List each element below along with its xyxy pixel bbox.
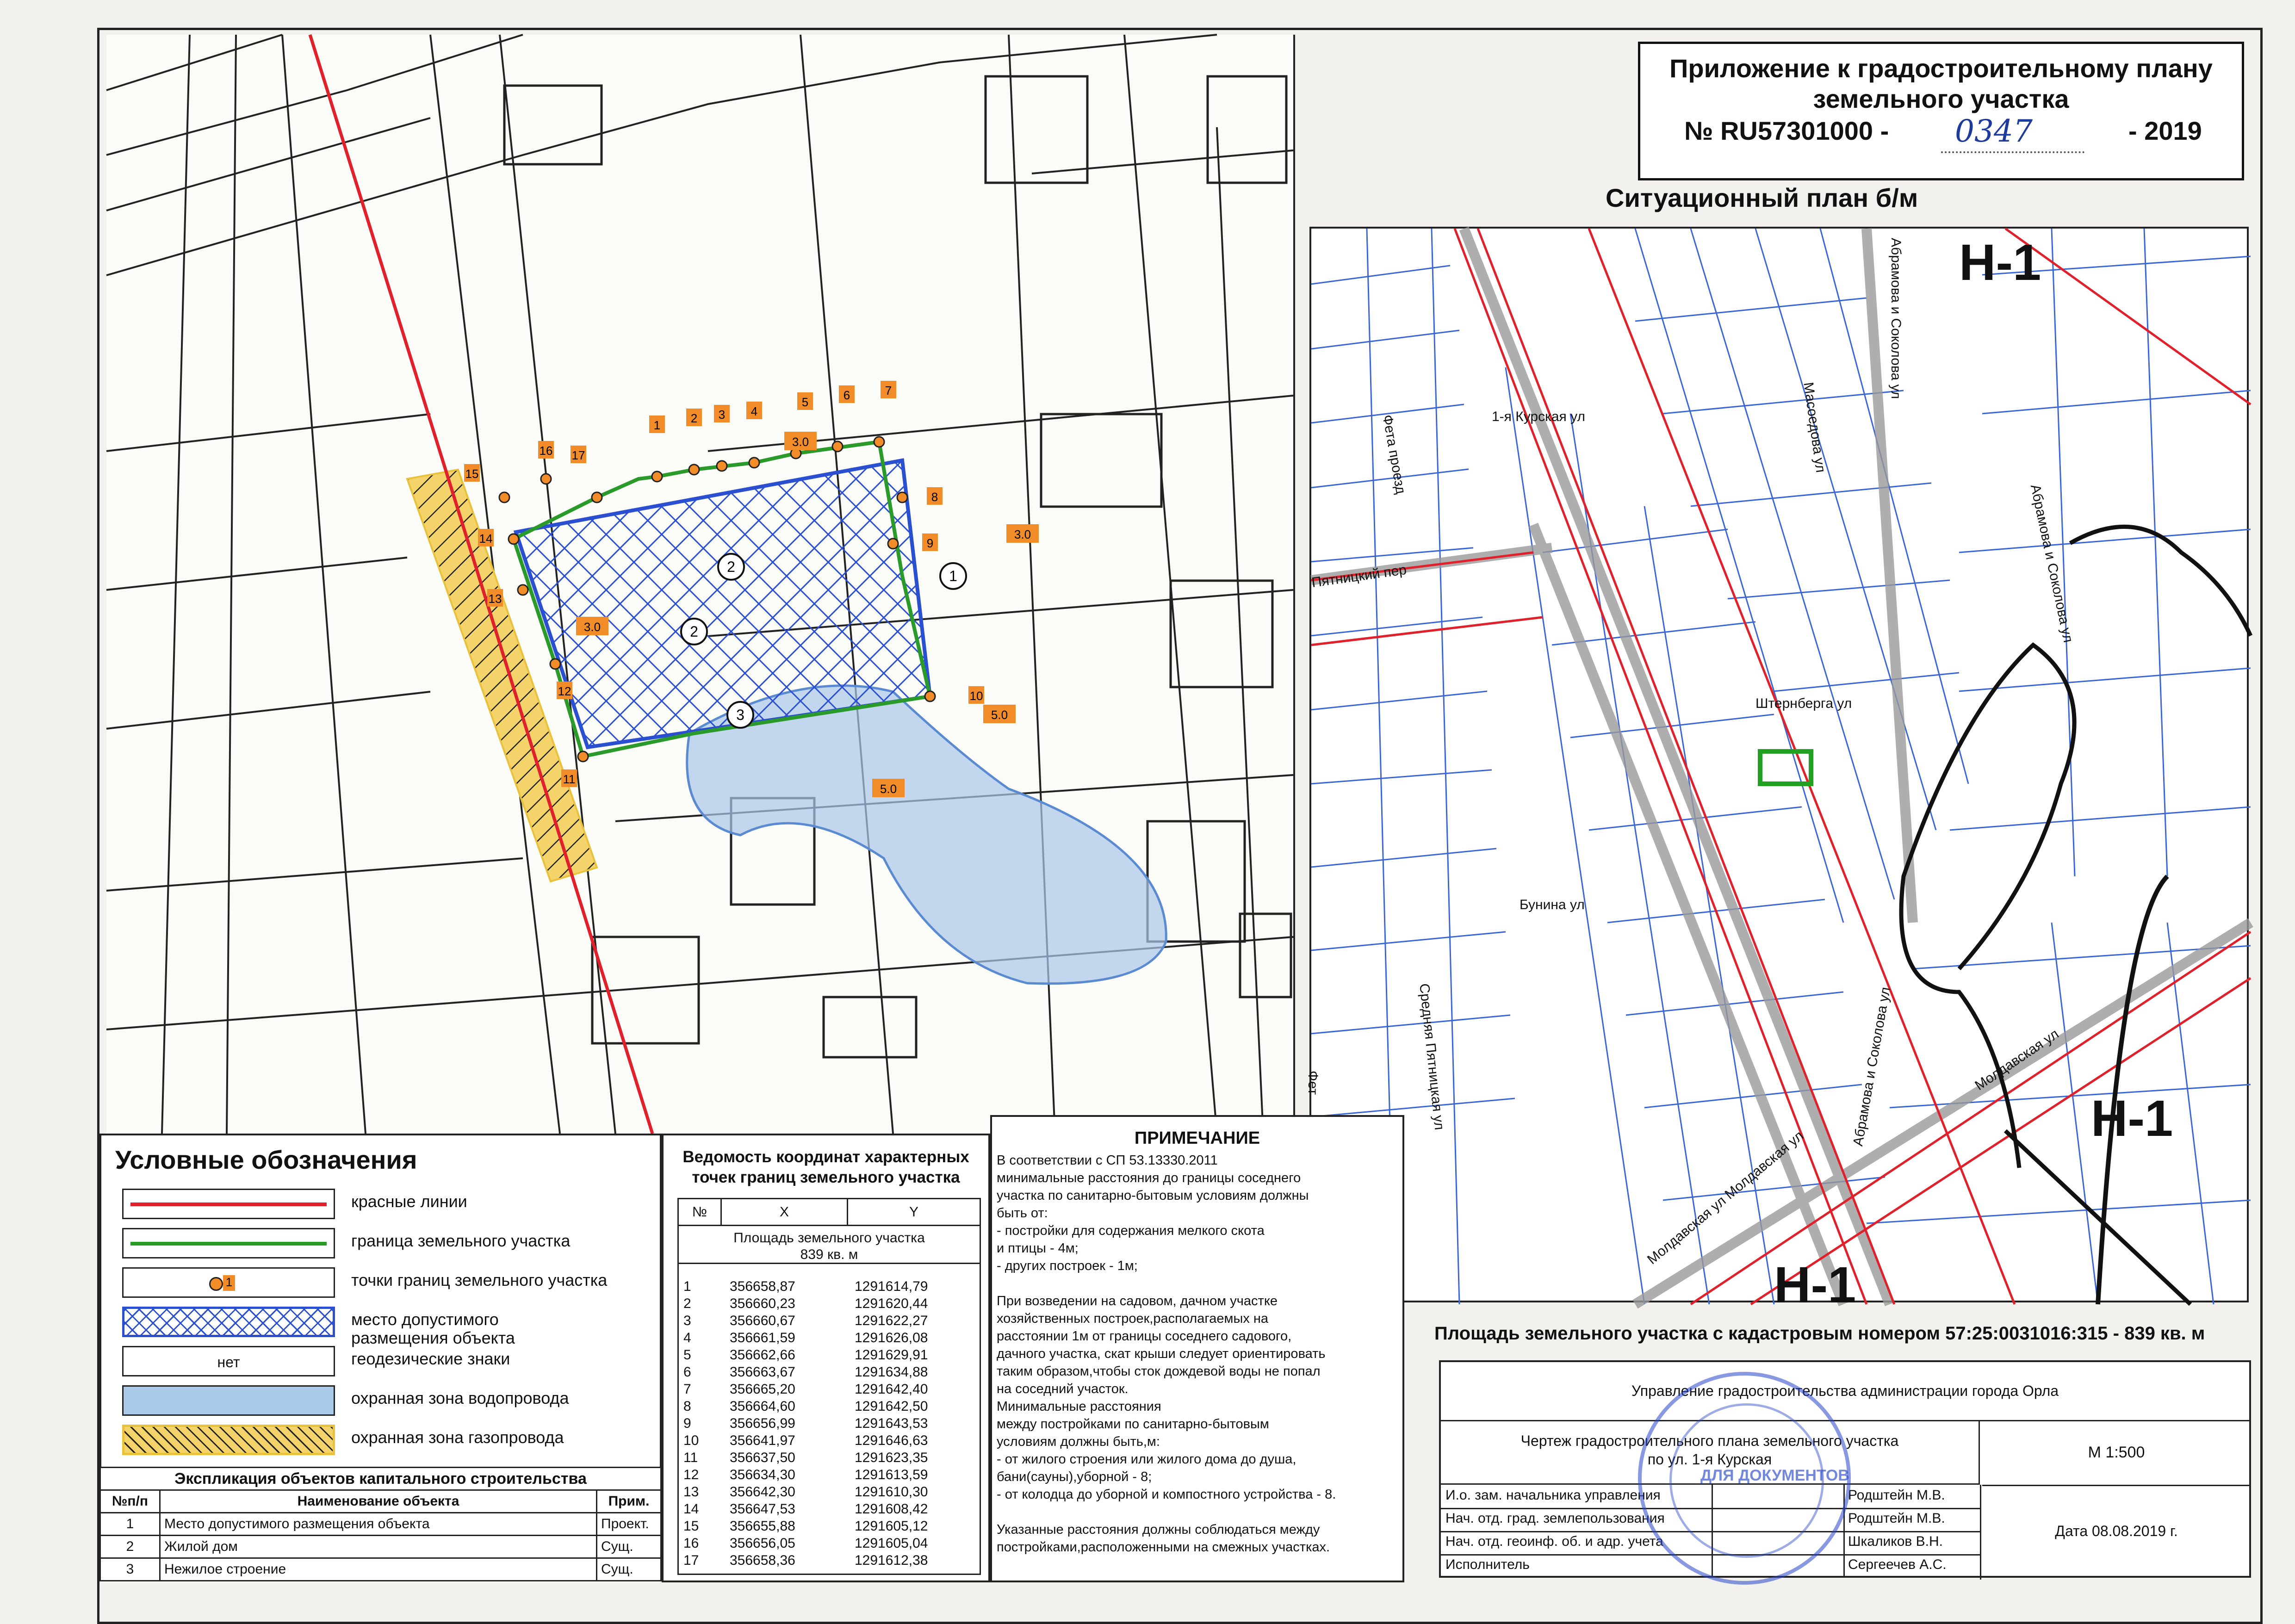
boundary-point <box>541 474 551 484</box>
boundary-point-label: 15 <box>465 467 479 481</box>
street-label-abramova-3: Абрамова и Соколова ул <box>1850 986 1894 1147</box>
legend <box>99 1134 662 1469</box>
coord-y: 1291643,53 <box>855 1416 928 1431</box>
number-underline <box>1941 151 2084 153</box>
coord-y: 1291610,30 <box>855 1484 928 1500</box>
coord-x: 356656,05 <box>730 1536 795 1551</box>
coord-header-no: № <box>679 1199 722 1225</box>
boundary-point-label: 17 <box>571 448 585 462</box>
coordinate-row <box>679 1415 980 1432</box>
coordinate-row <box>679 1398 980 1415</box>
object-marker-label: 3 <box>736 707 744 723</box>
topographic-map-drawing <box>106 35 1293 1134</box>
legend-label: геодезические знаки <box>351 1349 510 1368</box>
coord-x: 356660,67 <box>730 1313 795 1328</box>
boundary-point-label: 6 <box>843 388 850 402</box>
boundary-point-label: 4 <box>751 404 758 418</box>
street-label-srednyaya-pyatnitskaya: Средняя Пятницкая ул <box>1416 983 1447 1131</box>
table-row <box>100 1558 661 1581</box>
coord-y: 1291612,38 <box>855 1553 928 1568</box>
point-number: 10 <box>683 1433 699 1448</box>
cell: Место допустимого размещения объекта <box>160 1513 597 1536</box>
boundary-point <box>652 471 662 482</box>
setback-label: 5.0 <box>991 708 1008 722</box>
setback-label: 3.0 <box>792 435 809 449</box>
topographic-map <box>106 35 1295 1134</box>
point-number: 4 <box>683 1330 691 1345</box>
boundary-point <box>888 539 898 549</box>
coord-y: 1291623,35 <box>855 1450 928 1465</box>
point-number: 6 <box>683 1364 691 1380</box>
drawing-date: Дата 08.08.2019 г. <box>2055 1523 2178 1539</box>
signer-role: Исполнитель <box>1445 1557 1530 1572</box>
legend-item-building-zone <box>120 1307 652 1347</box>
boundary-point-label: 9 <box>926 536 934 550</box>
point-number: 2 <box>683 1296 691 1311</box>
point-number: 1 <box>683 1279 691 1294</box>
signer-name: Сергеечев А.С. <box>1848 1557 1947 1572</box>
coord-y: 1291642,50 <box>855 1399 928 1414</box>
legend-swatch-geodetic-signs <box>122 1346 335 1376</box>
coord-y: 1291620,44 <box>855 1296 928 1311</box>
boundary-point-icon <box>209 1277 223 1291</box>
coord-header-x: X <box>722 1199 848 1225</box>
setback-label: 3.0 <box>583 620 601 634</box>
boundary-point-label: 3 <box>718 408 726 421</box>
boundary-point <box>717 461 727 471</box>
coordinate-row <box>679 1449 980 1466</box>
title-lines <box>1640 53 2242 114</box>
cell: 2 <box>100 1536 160 1558</box>
signer-name: Шкаликов В.Н. <box>1848 1534 1943 1549</box>
table-row <box>100 1513 661 1536</box>
explication-header-no: №п/п <box>100 1490 160 1513</box>
coord-x: 356661,59 <box>730 1330 795 1345</box>
zone-label-bottom: Н-1 <box>1774 1257 1856 1314</box>
coordinate-row <box>679 1381 980 1398</box>
official-seal-text: ДЛЯ ДОКУМЕНТОВ <box>1700 1467 1849 1484</box>
note-body: В соответствии с СП 53.13330.2011 минимальные расстояния до границы соседнего участка по санитарно-бытовым условиям должны быть от: - постройки для содержания мелкого скота и птицы - 4м; - других построек - 1м; При возведении на садовом, дачном участке хозяйственных построек,располагаемых на расстоянии 1м от границы соседнего садового, дачного участка, скат крыши следует ориентировать таким образом,чтобы сток дождевой воды не попал на соседний участок. Минимальные расстояния между постройками по санитарно-бытовым условиям должны быть,м: - от жилого строения или жилого дома до душа, бани(сауны),уборной - 8; - от колодца до уборной и компостного устройства - 8. Указанные расстояния должны соблюдаться между постройками,расположенными на смежных участках. <box>997 1153 1336 1555</box>
cell: Жилой дом <box>160 1536 597 1558</box>
legend-item-parcel-border <box>120 1228 652 1260</box>
coord-y: 1291646,63 <box>855 1433 928 1448</box>
street-label-fet: Фет <box>1305 1071 1321 1095</box>
street-label-shternberga: Штернберга ул <box>1755 696 1852 711</box>
plan-number-prefix: № RU57301000 - <box>1684 116 1889 145</box>
signer-name: Родштейн М.В. <box>1848 1511 1945 1526</box>
cell: Сущ. <box>597 1536 661 1558</box>
legend-swatch-building-zone <box>122 1307 335 1337</box>
boundary-point-label: 2 <box>690 411 698 425</box>
coordinate-row <box>679 1552 980 1569</box>
boundary-point <box>550 659 560 669</box>
coord-x: 356655,88 <box>730 1519 795 1534</box>
legend-title: Условные обозначения <box>115 1145 417 1174</box>
coord-x: 356660,23 <box>730 1296 795 1311</box>
object-marker-label: 2 <box>690 623 698 640</box>
coordinate-row <box>679 1500 980 1518</box>
coord-x: 356634,30 <box>730 1467 795 1482</box>
signer-name: Родштейн М.В. <box>1848 1488 1945 1503</box>
point-number: 7 <box>683 1382 691 1397</box>
legend-item-gas-zone <box>120 1425 652 1457</box>
coord-x: 356665,20 <box>730 1382 795 1397</box>
coord-y: 1291642,40 <box>855 1382 928 1397</box>
title-box <box>1638 42 2244 180</box>
cell: Проект. <box>597 1513 661 1536</box>
boundary-point <box>832 441 843 452</box>
object-marker-label: 1 <box>949 568 957 584</box>
coord-x: 356647,53 <box>730 1501 795 1517</box>
plan-number-handwritten: 0347 <box>1955 113 2033 149</box>
boundary-point <box>592 492 602 502</box>
boundary-point-label: 11 <box>563 772 576 786</box>
parcel-area-line: Площадь земельного участка с кадастровым номером 57:25:0031016:315 - 839 кв. м <box>1434 1323 2205 1344</box>
cell: Сущ. <box>597 1558 661 1581</box>
coord-y: 1291613,59 <box>855 1467 928 1482</box>
zone-label-right: Н-1 <box>2091 1090 2173 1147</box>
legend-item-boundary-points <box>120 1267 652 1300</box>
coord-x: 356662,66 <box>730 1347 795 1363</box>
coord-x: 356658,36 <box>730 1553 795 1568</box>
coord-x: 356641,97 <box>730 1433 795 1448</box>
point-number: 3 <box>683 1313 691 1328</box>
setback-label: 3.0 <box>1014 527 1031 541</box>
coord-x: 356637,50 <box>730 1450 795 1465</box>
coordinate-row <box>679 1432 980 1449</box>
coord-y: 1291629,91 <box>855 1347 928 1363</box>
note-box <box>990 1115 1404 1582</box>
plan-number-suffix: - 2019 <box>2128 116 2202 145</box>
street-label-moldavskaya: Молдавская ул <box>1972 1026 2062 1094</box>
coord-y: 1291608,42 <box>855 1501 928 1517</box>
legend-label: охранная зона газопровода <box>351 1428 564 1447</box>
street-label-pyatnitsky: Пятницкий пер <box>1310 562 1408 591</box>
coordinate-row <box>679 1312 980 1329</box>
point-number: 16 <box>683 1536 699 1551</box>
coordinate-row <box>679 1364 980 1381</box>
stamp-divider <box>1980 1485 1981 1580</box>
coordinates-title: Ведомость координат характерных точек границ земельного участка <box>682 1148 969 1186</box>
coord-header-y: Y <box>909 1204 918 1220</box>
signer-role: Нач. отд. град. землепользования <box>1445 1511 1665 1526</box>
point-number: 13 <box>683 1484 699 1500</box>
boundary-point <box>897 492 907 502</box>
street-label-bunina: Бунина ул <box>1520 897 1585 912</box>
explication-title: Экспликация объектов капитального строительства <box>100 1468 661 1490</box>
title-line-2: земельного участка <box>1813 84 2069 113</box>
explication-header-name: Наименование объекта <box>160 1490 597 1513</box>
boundary-point-label: 7 <box>885 384 892 397</box>
point-number: 15 <box>683 1519 699 1534</box>
water-protection-zone <box>687 686 1166 984</box>
boundary-point <box>499 492 509 502</box>
legend-point-number: 1 <box>223 1275 235 1291</box>
zone-label-top: Н-1 <box>1959 234 2041 291</box>
coord-x: 356663,67 <box>730 1364 795 1380</box>
coordinate-row <box>679 1466 980 1483</box>
zone-border-2 <box>1901 527 2251 1304</box>
street-label-moldavskaya-2: Молдавская ул Молдавская ул <box>1644 1128 1807 1268</box>
permissible-building-zone <box>516 460 930 747</box>
legend-label: точки границ земельного участка <box>351 1271 608 1289</box>
street-label-abramova-1: Абрамова и Соколова ул <box>1888 238 1904 399</box>
coordinate-row <box>679 1518 980 1535</box>
coord-y: 1291634,88 <box>855 1364 928 1380</box>
table-row <box>100 1536 661 1558</box>
explication-header-note: Прим. <box>597 1490 661 1513</box>
coordinates-table <box>677 1198 981 1575</box>
setback-label: 5.0 <box>880 782 897 796</box>
cell: 1 <box>100 1513 160 1536</box>
coord-y: 1291605,12 <box>855 1519 928 1534</box>
drawing-scale: М 1:500 <box>1982 1420 2251 1486</box>
legend-swatch-boundary-point <box>122 1267 335 1298</box>
situation-plan <box>1305 227 2249 1314</box>
coordinates-statement <box>662 1134 990 1582</box>
boundary-point <box>925 691 935 701</box>
boundary-point-label: 16 <box>539 444 553 458</box>
signer-role: Нач. отд. геоинф. об. и адр. учета <box>1445 1534 1663 1549</box>
coord-y: 1291605,04 <box>855 1536 928 1551</box>
boundary-point <box>874 437 884 447</box>
coord-x: 356664,60 <box>730 1399 795 1414</box>
coordinate-row <box>679 1346 980 1364</box>
point-number: 8 <box>683 1399 691 1414</box>
legend-swatch-parcel-border <box>122 1228 335 1258</box>
legend-label: красные линии <box>351 1192 467 1211</box>
legend-label: место допустимого размещения объекта <box>351 1310 515 1347</box>
note-title: ПРИМЕЧАНИЕ <box>1134 1128 1260 1148</box>
boundary-point-label: 8 <box>931 490 938 504</box>
boundary-point <box>578 751 588 762</box>
boundary-point <box>749 458 759 468</box>
signer-role: И.о. зам. начальника управления <box>1445 1488 1661 1503</box>
coordinates-area: Площадь земельного участка 839 кв. м <box>679 1226 980 1264</box>
coordinate-row <box>679 1483 980 1500</box>
legend-swatch-gas-zone <box>122 1425 335 1455</box>
boundary-point-label: 14 <box>479 532 493 545</box>
legend-item-geodetic-signs <box>120 1346 652 1378</box>
point-number: 14 <box>683 1501 699 1517</box>
street-label-abramova-2: Абрамова и Соколова ул <box>2027 483 2076 644</box>
legend-item-red-lines <box>120 1189 652 1221</box>
legend-label: охранная зона водопровода <box>351 1388 569 1407</box>
coordinates-rows <box>679 1264 980 1574</box>
legend-swatch-water-zone <box>122 1385 335 1416</box>
coord-x: 356642,30 <box>730 1484 795 1500</box>
coordinate-row <box>679 1278 980 1295</box>
cell: Нежилое строение <box>160 1558 597 1581</box>
title-line-1: Приложение к градостроительному плану <box>1669 54 2213 83</box>
organization: Управление градостроительства администрации города Орла <box>1441 1362 2249 1421</box>
coord-x: 356658,87 <box>730 1279 795 1294</box>
point-number: 11 <box>683 1450 698 1465</box>
coord-x: 356656,99 <box>730 1416 795 1431</box>
legend-label: граница земельного участка <box>351 1231 571 1250</box>
coordinates-header-row <box>679 1199 980 1226</box>
point-number: 5 <box>683 1347 691 1363</box>
legend-swatch-red-line <box>122 1189 335 1219</box>
street-label-feta: Фета проезд <box>1379 414 1409 496</box>
legend-item-water-zone <box>120 1385 652 1418</box>
explication-table <box>99 1467 662 1582</box>
coord-y: 1291622,27 <box>855 1313 928 1328</box>
coordinate-row <box>679 1535 980 1552</box>
coordinate-row <box>679 1295 980 1312</box>
legend-geodetic-value: нет <box>217 1354 240 1370</box>
street-label-masoedova: Масоедова ул <box>1800 381 1829 474</box>
boundary-point <box>518 585 528 595</box>
boundary-point <box>509 534 519 544</box>
boundary-point-label: 1 <box>653 418 661 432</box>
cell: 3 <box>100 1558 160 1581</box>
boundary-point-label: 10 <box>969 689 983 703</box>
point-number: 9 <box>683 1416 691 1431</box>
point-number: 12 <box>683 1467 699 1482</box>
boundary-point <box>689 465 699 475</box>
boundary-point-label: 13 <box>488 592 502 606</box>
object-marker-label: 2 <box>727 558 735 575</box>
street-label-kurskaya: 1-я Курская ул <box>1492 409 1585 424</box>
coordinate-row <box>679 1329 980 1346</box>
boundary-point-label: 12 <box>558 684 571 698</box>
drawing-title: Чертеж градостроительного плана земельного участка по ул. 1-я Курская <box>1441 1420 1980 1485</box>
coord-y: 1291614,79 <box>855 1279 928 1294</box>
situation-plan-title: Ситуационный план б/м <box>1606 183 1918 212</box>
boundary-point-label: 5 <box>801 395 809 409</box>
coord-y: 1291626,08 <box>855 1330 928 1345</box>
point-number: 17 <box>683 1553 699 1568</box>
